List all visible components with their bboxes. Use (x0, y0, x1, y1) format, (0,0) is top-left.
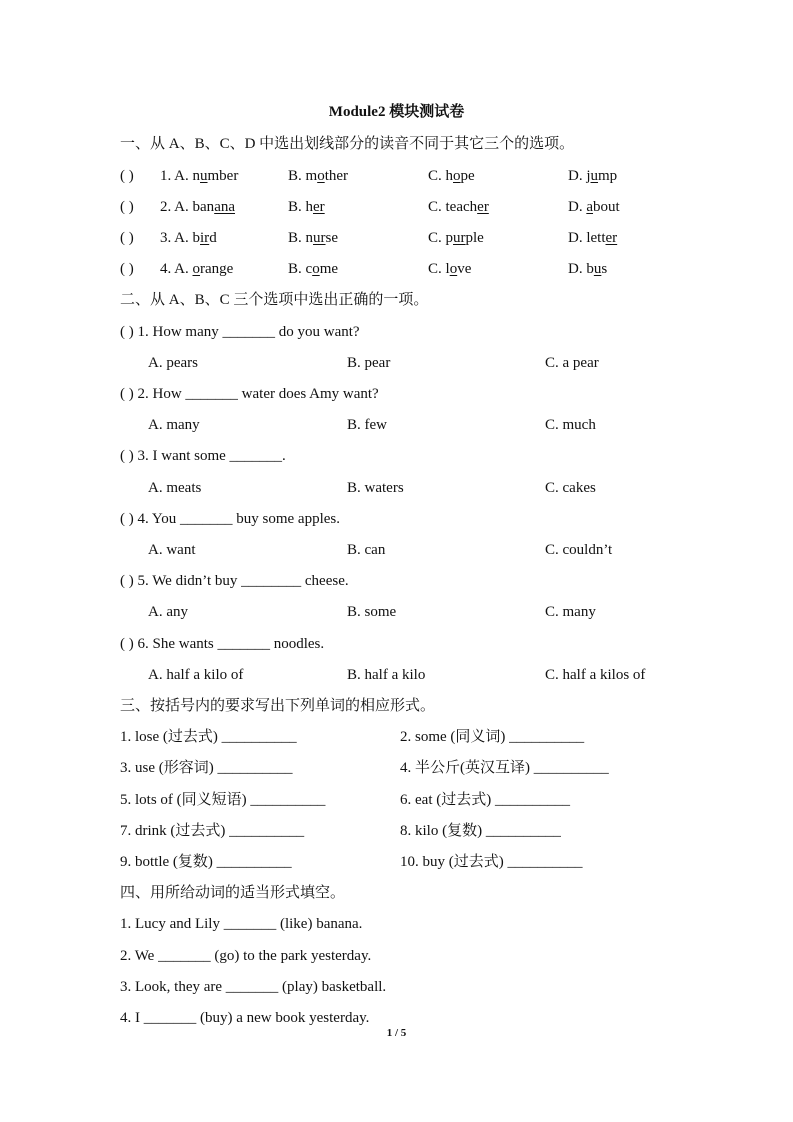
s2-q2-option-c: C. much (545, 417, 596, 433)
s3-item-9: 9. bottle (复数) __________ (120, 854, 292, 870)
s2-options-4 (120, 540, 680, 560)
s2-question-5 (120, 571, 680, 591)
s2-q4-text: ( ) 4. You _______ buy some apples. (120, 511, 340, 527)
s2-question-2 (120, 384, 680, 404)
s1-option-c-word: love (445, 261, 472, 277)
s2-q2-text: ( ) 2. How _______ water does Amy want? (120, 386, 379, 402)
page-title: Module2 模块测试卷 (328, 104, 465, 120)
s3-item-8: 8. kilo (复数) __________ (400, 823, 561, 839)
s2-question-1 (120, 322, 680, 342)
s2-q3-option-c: C. cakes (545, 480, 596, 496)
s1-option-c: C. teacher (428, 199, 489, 215)
s1-option-a-word: orange (192, 261, 234, 277)
s2-q3-option-b: B. waters (347, 480, 404, 496)
s2-q6-option-b: B. half a kilo (347, 667, 426, 683)
s1-option-d: D. bus (568, 261, 608, 277)
s2-options-1 (120, 353, 680, 373)
s4-item-2: 2. We _______ (go) to the park yesterday. (120, 948, 372, 964)
s2-options-5 (120, 602, 680, 622)
s1-option-d: D. about (568, 199, 620, 215)
s1-option-a-word: bird (192, 230, 217, 246)
s2-q5-option-c: C. many (545, 604, 596, 620)
s2-q2-option-b: B. few (347, 417, 387, 433)
s2-q6-text: ( ) 6. She wants _______ noodles. (120, 636, 325, 652)
section1-heading: 一、从 A、B、C、D 中选出划线部分的读音不同于其它三个的选项。 (120, 136, 575, 152)
s3-item-6: 6. eat (过去式) __________ (400, 792, 570, 808)
answer-paren: ( ) (120, 230, 134, 246)
s1-option-c-word: purple (445, 230, 484, 246)
s3-item-2: 2. some (同义词) __________ (400, 729, 585, 745)
answer-paren: ( ) (120, 261, 134, 277)
s3-row-3 (120, 790, 680, 810)
s1-option-a: 1. A. number (160, 168, 239, 184)
s2-question-4 (120, 509, 680, 529)
s1-option-b: B. nurse (288, 230, 339, 246)
s2-q6-option-c: C. half a kilos of (545, 667, 646, 683)
s4-item-4: 4. I _______ (buy) a new book yesterday. (120, 1010, 370, 1026)
s1-option-a: 2. A. banana (160, 199, 236, 215)
page-number: 1 / 5 (386, 1027, 407, 1039)
s2-q2-option-a: A. many (148, 417, 200, 433)
s1-option-a-word: number (192, 168, 239, 184)
s3-row-4 (120, 821, 680, 841)
answer-paren: ( ) (120, 168, 134, 184)
s2-options-2 (120, 415, 680, 435)
s2-q1-text: ( ) 1. How many _______ do you want? (120, 324, 360, 340)
s4-item-3: 3. Look, they are _______ (play) basketball. (120, 979, 387, 995)
s1-option-c: C. hope (428, 168, 475, 184)
s2-q4-option-b: B. can (347, 542, 386, 558)
s3-item-1: 1. lose (过去式) __________ (120, 729, 297, 745)
s2-q3-option-a: A. meats (148, 480, 202, 496)
s1-item-1 (120, 166, 680, 186)
s1-option-d: D. jump (568, 168, 618, 184)
s1-option-b-word: nurse (305, 230, 339, 246)
s1-option-c: C. purple (428, 230, 484, 246)
s2-q3-text: ( ) 3. I want some _______. (120, 448, 286, 464)
s1-option-a-word: banana (192, 199, 236, 215)
s2-q5-text: ( ) 5. We didn’t buy ________ cheese. (120, 573, 349, 589)
section3-heading: 三、按括号内的要求写出下列单词的相应形式。 (120, 698, 436, 714)
s2-q4-option-c: C. couldn’t (545, 542, 613, 558)
s1-item-2 (120, 197, 680, 217)
s1-option-b-word: her (305, 199, 325, 215)
s1-item-4 (120, 259, 680, 279)
s1-option-d-word: bus (586, 261, 608, 277)
s1-option-d: D. letter (568, 230, 618, 246)
s1-option-c-word: teacher (445, 199, 489, 215)
s1-option-b: B. her (288, 199, 325, 215)
s2-options-6 (120, 665, 680, 685)
s1-option-b-word: mother (305, 168, 349, 184)
s1-option-b: B. mother (288, 168, 349, 184)
s2-options-3 (120, 478, 680, 498)
s2-q6-option-a: A. half a kilo of (148, 667, 244, 683)
s3-item-7: 7. drink (过去式) __________ (120, 823, 305, 839)
s1-option-d-word: about (586, 199, 620, 215)
s2-question-3 (120, 446, 680, 466)
s2-q4-option-a: A. want (148, 542, 196, 558)
s1-option-c: C. love (428, 261, 472, 277)
s2-q5-option-b: B. some (347, 604, 397, 620)
answer-paren: ( ) (120, 199, 134, 215)
s3-row-5 (120, 852, 680, 872)
s1-option-d-word: letter (586, 230, 618, 246)
s4-item-1: 1. Lucy and Lily _______ (like) banana. (120, 916, 363, 932)
s2-q1-option-a: A. pears (148, 355, 198, 371)
s1-option-d-word: jump (586, 168, 618, 184)
s1-option-b: B. come (288, 261, 339, 277)
s2-q1-option-b: B. pear (347, 355, 391, 371)
s3-item-3: 3. use (形容词) __________ (120, 760, 293, 776)
s2-q1-option-c: C. a pear (545, 355, 599, 371)
s3-item-4: 4. 半公斤(英汉互译) __________ (400, 760, 609, 776)
section4-heading: 四、用所给动词的适当形式填空。 (120, 885, 346, 901)
s1-option-c-word: hope (445, 168, 475, 184)
s3-item-10: 10. buy (过去式) __________ (400, 854, 583, 870)
s3-item-5: 5. lots of (同义短语) __________ (120, 792, 326, 808)
s3-row-1 (120, 727, 680, 747)
s2-q5-option-a: A. any (148, 604, 188, 620)
s1-option-a: 4. A. orange (160, 261, 234, 277)
s2-question-6 (120, 634, 680, 654)
section2-heading: 二、从 A、B、C 三个选项中选出正确的一项。 (120, 292, 429, 308)
s1-item-3 (120, 228, 680, 248)
s3-row-2 (120, 758, 680, 778)
s1-option-a: 3. A. bird (160, 230, 217, 246)
s1-option-b-word: come (305, 261, 339, 277)
